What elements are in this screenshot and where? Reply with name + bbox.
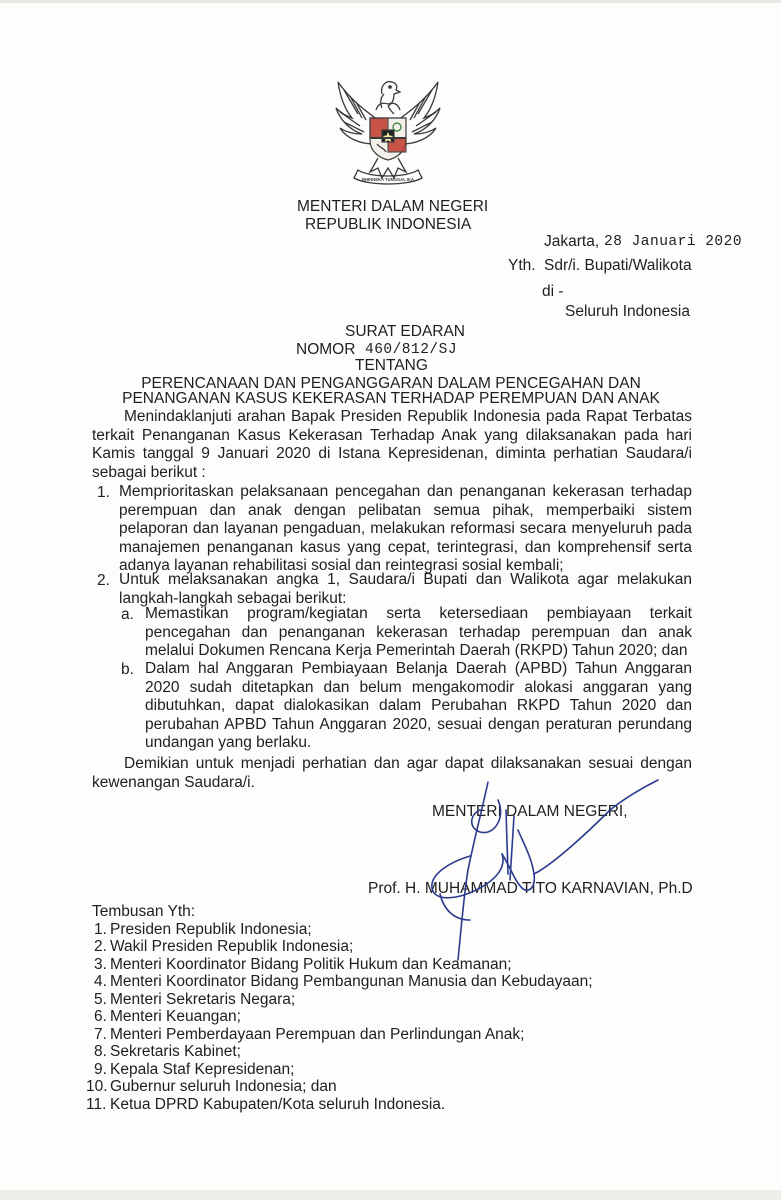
cc-item-6: Menteri Keuangan; xyxy=(110,1008,241,1025)
cc-item-2-number: 2. xyxy=(94,938,107,955)
signatory-name: Prof. H. MUHAMMAD TITO KARNAVIAN, Ph.D xyxy=(368,880,693,897)
intro-paragraph: Menindaklanjuti arahan Bapak Presiden Republik Indonesia pada Rapat Terbatas terkait Penanganan Kasus Kekerasan Terhadap Anak yang dilaksanakan pada hari Kamis tanggal 9 Januari 2020 di Istana Kepresidenan, diminta perhatian Saudara/i sebagai berikut : xyxy=(92,408,692,481)
cc-item-9-number: 9. xyxy=(94,1061,107,1078)
cc-item-6-number: 6. xyxy=(94,1008,107,1025)
addressee-di: di - xyxy=(542,283,564,300)
nomor-label: NOMOR xyxy=(296,341,356,358)
cc-item-9: Kepala Staf Kepresidenan; xyxy=(110,1061,295,1078)
point-2-number: 2. xyxy=(97,572,110,589)
scan-bottom-edge xyxy=(0,1190,781,1200)
place-label: Jakarta, xyxy=(544,233,600,250)
cc-item-7: Menteri Pemberdayaan Perempuan dan Perlindungan Anak; xyxy=(110,1026,525,1043)
cc-item-4-number: 4. xyxy=(94,973,107,990)
cc-item-5-number: 5. xyxy=(94,991,107,1008)
signatory-title: MENTERI DALAM NEGERI, xyxy=(432,803,628,820)
yth-label: Yth. xyxy=(508,257,536,274)
cc-item-8-number: 8. xyxy=(94,1043,107,1060)
cc-item-5: Menteri Sekretaris Negara; xyxy=(110,991,296,1008)
cc-item-2: Wakil Presiden Republik Indonesia; xyxy=(110,938,354,955)
cc-item-1-number: 1. xyxy=(94,921,107,938)
cc-item-8: Sekretaris Kabinet; xyxy=(110,1043,241,1060)
tentang-label: TENTANG xyxy=(355,357,428,374)
point-2a-letter: a. xyxy=(121,606,134,623)
garuda-emblem-icon xyxy=(330,74,446,190)
cc-item-11: Ketua DPRD Kabupaten/Kota seluruh Indonesia. xyxy=(110,1096,446,1113)
cc-item-10: Gubernur seluruh Indonesia; dan xyxy=(110,1078,337,1095)
point-2b-letter: b. xyxy=(121,661,134,678)
point-1-text: Memprioritaskan pelaksanaan pencegahan dan penanganan kekerasan terhadap perempuan dan anak dengan pelibatan semua pihak, memperbaiki sistem pelaporan dan layanan pengaduan, melakukan reformasi secara menyeluruh pada manajemen penanganan kasus yang cepat, terintegrasi, dan komprehensif serta adanya layanan rehabilitasi sosial dan reintegrasi sosial kembali; xyxy=(119,483,692,575)
point-2b-text: Dalam hal Anggaran Pembiayaan Belanja Daerah (APBD) Tahun Anggaran 2020 sudah ditetapkan dan belum mengakomodir alokasi anggaran yang dibutuhkan, dapat dialokasikan dalam Perubahan RKPD Tahun 2020 dan perubahan APBD Tahun Anggaran 2020, sesuai dengan peraturan perundang undangan yang berlaku. xyxy=(145,660,692,752)
cc-item-1: Presiden Republik Indonesia; xyxy=(110,921,312,938)
point-1-number: 1. xyxy=(97,484,110,501)
cc-heading: Tembusan Yth: xyxy=(92,903,196,920)
addressee-location: Seluruh Indonesia xyxy=(565,303,690,320)
header-line-1: MENTERI DALAM NEGERI xyxy=(297,198,489,215)
scan-top-edge xyxy=(0,0,781,3)
cc-item-10-number: 10. xyxy=(86,1078,108,1095)
subject-line-1: PERENCANAAN DAN PENGANGGARAN DALAM PENCEGAHAN DAN xyxy=(141,375,641,392)
nomor-value: 460/812/SJ xyxy=(365,342,458,358)
closing-paragraph: Demikian untuk menjadi perhatian dan agar dapat dilaksanakan sesuai dengan kewenangan Saudara/i. xyxy=(92,755,692,791)
cc-item-3: Menteri Koordinator Bidang Politik Hukum dan Keamanan; xyxy=(110,956,512,973)
point-2-text: Untuk melaksanakan angka 1, Saudara/i Bupati dan Walikota agar melakukan langkah-langkah sebagai berikut: xyxy=(119,571,692,607)
addressee-recipient: Sdr/i. Bupati/Walikota xyxy=(544,257,692,274)
point-2a-text: Memastikan program/kegiatan serta ketersediaan pembiayaan terkait pencegahan dan penanganan kekerasan terhadap perempuan dan anak melalui Dokumen Rencana Kerja Pemerintah Daerah (RKPD) Tahun 2020; dan xyxy=(145,605,692,660)
letter-type: SURAT EDARAN xyxy=(345,323,466,340)
cc-item-7-number: 7. xyxy=(94,1026,107,1043)
emblem-motto: BHINNEKA TUNGGAL IKA xyxy=(361,177,415,182)
cc-item-3-number: 3. xyxy=(94,956,107,973)
subject-line-2: PENANGANAN KASUS KEKERASAN TERHADAP PEREMPUAN DAN ANAK xyxy=(122,390,660,407)
cc-item-4: Menteri Koordinator Bidang Pembangunan Manusia dan Kebudayaan; xyxy=(110,973,593,990)
header-line-2: REPUBLIK INDONESIA xyxy=(305,216,472,233)
letter-date: 28 Januari 2020 xyxy=(604,234,743,250)
cc-item-11-number: 11. xyxy=(86,1096,107,1113)
